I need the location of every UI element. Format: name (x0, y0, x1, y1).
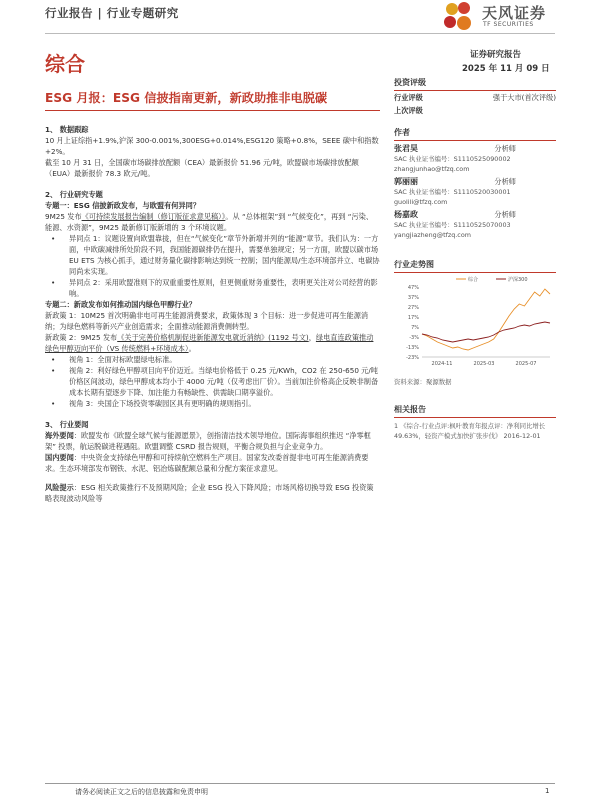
rating-row: 行业评级 强于大市(首次评级) (394, 93, 556, 102)
analyst-cert: SAC 执业证书编号：S1110525070003 (394, 221, 511, 229)
policy-link[interactable]: 《关于完善价格机制促进新能源发电就近消纳》(1192 号文) (117, 333, 309, 342)
paragraph: 新政策 1：10M25 首次明确非电可再生能源消费要求，政策体现 3 个目标：进一步促进可再生能源消纳；为绿色燃料等新兴产业创造需求；全面推动能源消费侧转型。 (45, 311, 369, 331)
footer-rule (45, 783, 555, 784)
related-report[interactable]: 1 《综合-行业点评:枫叶教育年报点评：净利同比增长 49.63%，轻资产模式加快扩张步伐》 2016-12-01 (394, 422, 546, 440)
report-type: 证券研究报告 (470, 50, 522, 60)
authors-heading: 作者 (394, 127, 556, 141)
analyst-email[interactable]: zhangjunhao@tfzq.com (394, 165, 470, 173)
topic-heading: 专题二：新政发布如何推动国内绿色甲醇行业？ (45, 300, 196, 309)
paragraph: 国内要闻：中央资金支持绿色甲醇和可持续航空燃料生产项目。国家发改委首提非电可再生能源消费要求。生态环境部发布钢铁、水泥、铝冶炼碳配额总量和分配方案征求意见。 (45, 453, 369, 473)
trend-chart-svg (394, 273, 556, 373)
y-tick-label: 37% (407, 295, 419, 301)
x-tick-label: 2024-11 (431, 361, 453, 367)
page-number: 1 (545, 787, 550, 795)
analyst-list (394, 144, 556, 240)
main-content (45, 122, 380, 504)
report-title: ESG 月报：ESG 信披指南更新，新政助推非电脱碳 (45, 91, 328, 105)
sidebar (394, 77, 556, 240)
y-tick-label: -13% (406, 345, 419, 351)
analyst-name: 郭丽丽 (394, 177, 418, 186)
paragraph: 新政策 2：9M25 发布《关于完善价格机制促进新能源发电就近消纳》(1192 号文)，绿电直连政策推动绿色甲醇迈向平价（VS 传统燃料+环境成本）。 (45, 333, 374, 353)
report-link[interactable]: 《可持续发展报告编制（修订版征求意见稿）》 (81, 212, 226, 221)
rating-heading: 投资评级 (394, 77, 556, 91)
chart-source: 资料来源：聚源数据 (394, 378, 452, 386)
sector-title: 综合 (45, 52, 85, 76)
policy-link[interactable]: 绿电直连政策推动绿色甲醇迈向平价（VS 传统燃料+环境成本） (45, 333, 374, 353)
logo (440, 0, 560, 34)
analyst-entry (394, 144, 556, 174)
y-tick-label: 7% (411, 325, 419, 331)
x-tick-label: 2025-07 (515, 361, 537, 367)
footer-disclaimer: 请务必阅读正文之后的信息披露和免责申明 (75, 788, 208, 796)
section-heading: 1、 数据跟踪 (45, 125, 89, 134)
trend-heading: 行业走势图 (394, 259, 556, 273)
bullet-item: • 视角 2：利好绿色甲醇项目向平价迈近。当绿电价格低于 0.25 元/KWh，CO2 在 250-650 元/吨价格区间波动，绿色甲醇成本均小于 4000 元/吨（仅考虑出厂价）。当前加注价格高企反映非制备成本长期有望逐步下降、加注能力有畅缺性、供需缺口期享溢价。 (45, 365, 380, 398)
analyst-cert: SAC 执业证书编号：S1110525090002 (394, 155, 511, 163)
bullet-item: • 异同点 2：采用欧盟准则下的双重重要性原则，但更侧重财务重要性，表明更关注对公司经营的影响。 (45, 277, 380, 299)
bullet-item: • 异同点 1：议题设置向欧盟靠拢，但在“气候变化”章节外新增并列的“能源”章节。我们认为：一方面，中欧碳减排所处阶段不同，我国能源碳排仍在提升，需要单独规定；另一方面，欧盟以碳市场 EU ETS 为核心抓手，通过财务量化碳排影响达到统一控制；国内能源局/生态环境部并立、电碳协同尚未实现。 (45, 233, 380, 277)
paragraph: 9M25 发布《可持续发展报告编制（修订版征求意见稿）》。从 “总体框架”到 “气候变化”，再到 “污染、能源、水资源”，9M25 最新修订版新增的 3 个环境议题。 (45, 212, 374, 232)
analyst-entry (394, 210, 556, 240)
analyst-email[interactable]: guolili@tfzq.com (394, 198, 448, 206)
logo-name-en: TF SECURITIES (483, 21, 534, 28)
series-line (422, 289, 550, 350)
section-heading: 3、 行业要闻 (45, 420, 89, 429)
analyst-name: 杨嘉政 (394, 210, 418, 219)
risk-paragraph: 风险提示：ESG 相关政策推行不及预期风险；企业 ESG 投入下降风险；市场风格切换导致 ESG 投资策略表现波动风险等 (45, 483, 374, 503)
paragraph: 10 月上证综指+1.9%,沪深 300-0.001%,300ESG+0.014%,ESG120 策略+0.8%，SEEE 碳中和指数+2%。 (45, 136, 379, 156)
related-section (394, 404, 556, 441)
header-breadcrumb: 行业报告 | 行业专题研究 (45, 6, 179, 20)
analyst-role: 分析师 (494, 210, 516, 219)
legend-label: 沪深300 (508, 277, 528, 283)
analyst-name: 张君昊 (394, 144, 418, 153)
bullet-item: • 视角 1：全面对标欧盟绿电标准。 (45, 354, 380, 365)
y-tick-label: 27% (407, 305, 419, 311)
trend-chart (394, 259, 556, 394)
x-tick-label: 2025-03 (473, 361, 495, 367)
topic-heading: 专题一：ESG 信披新政发布，与欧盟有何异同？ (45, 201, 201, 210)
prev-rating-row: 上次评级 (394, 106, 423, 115)
analyst-role: 分析师 (494, 144, 516, 153)
analyst-role: 分析师 (494, 177, 516, 186)
title-rule (45, 110, 380, 111)
logo-name-cn: 天风证券 (482, 4, 547, 22)
series-line (422, 322, 550, 342)
y-tick-label: -23% (406, 355, 419, 361)
section-heading: 2、 行业研究专题 (45, 190, 103, 199)
y-tick-label: 47% (407, 285, 419, 291)
analyst-email[interactable]: yangjiazheng@tfzq.com (394, 231, 471, 239)
analyst-entry (394, 177, 556, 207)
y-tick-label: 17% (407, 315, 419, 321)
legend-label: 综合 (468, 277, 479, 283)
rating-value: 强于大市(首次评级) (492, 93, 556, 102)
bullet-item: • 视角 3：央国企下场投资零碳园区具有更明确的规则指引。 (45, 398, 380, 409)
analyst-cert: SAC 执业证书编号：S1110520030001 (394, 188, 511, 196)
y-tick-label: -3% (409, 335, 419, 341)
related-heading: 相关报告 (394, 404, 556, 418)
paragraph: 截至 10 月 31 日，全国碳市场碳排放配额（CEA）最新报价 51.96 元/吨，欧盟碳市场碳排放配额（EUA）最新报价 78.3 欧元/吨。 (45, 158, 359, 178)
paragraph: 海外要闻：欧盟发布《欧盟全球气候与能源愿景》，创指清洁技术领导地位。国际海事组织推迟 “净零框架” 投票，航运脱碳进程遇阻。欧盟调整 CSRD 报告规则，平衡合规负担与企业竞争力。 (45, 431, 371, 451)
logo-mark-icon (440, 0, 480, 34)
report-date: 2025 年 11 月 09 日 (462, 64, 550, 74)
